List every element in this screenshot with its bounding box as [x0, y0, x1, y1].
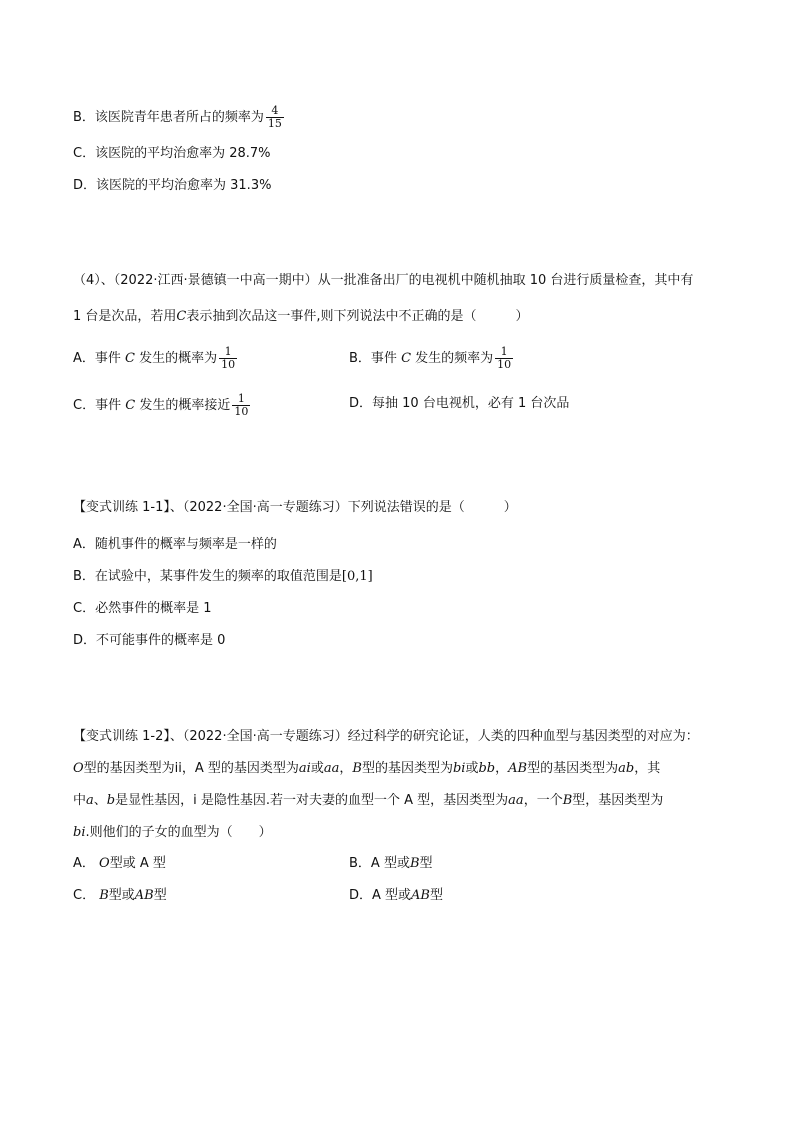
stem-text: 1 台是次品，若用	[73, 309, 177, 324]
var-ab: AB	[411, 888, 430, 903]
var-o: O	[73, 761, 84, 776]
v12-option-b	[349, 854, 433, 874]
stem-text: 或	[310, 761, 324, 776]
stem-text: 型的基因类型为	[361, 761, 453, 776]
v12-stem-line2	[73, 759, 660, 779]
var-b: B	[99, 888, 109, 903]
numerator: 1	[500, 345, 508, 358]
stem-text: ，	[495, 761, 509, 776]
fraction	[266, 105, 284, 130]
denominator: 10	[221, 358, 236, 371]
v11-option-a: A．随机事件的概率与频率是一样的	[73, 537, 277, 552]
stem-text: 表示抽到次品这一事件,则下列说法中不正确的是（ ）	[186, 309, 529, 324]
gene-aa: aa	[508, 793, 524, 808]
q4-option-a	[73, 346, 237, 371]
gene-aa: aa	[323, 761, 340, 776]
denominator: 10	[234, 405, 249, 418]
option-text: C．	[73, 888, 96, 903]
stem-text: 中	[73, 793, 87, 808]
option-text: 发生的概率为	[139, 351, 218, 366]
stem-text: 是显性基因，i 是隐性基因.若一对夫妻的血型一个 A 型，基因类型为	[115, 793, 509, 808]
option-c-prev: C．该医院的平均治愈率为 28.7%	[73, 146, 271, 161]
var-c: C	[125, 398, 136, 413]
var-b: B	[409, 856, 420, 871]
numerator: 1	[237, 392, 245, 405]
option-text: 型或	[108, 888, 135, 903]
stem-text: 、	[93, 793, 107, 808]
var-c: C	[401, 351, 412, 366]
fraction	[495, 346, 513, 371]
option-text: 型	[153, 888, 167, 903]
var-ab: AB	[134, 888, 154, 903]
option-text: B．A 型或	[349, 856, 410, 871]
stem-text: 或	[465, 761, 479, 776]
var-c: C	[125, 351, 135, 366]
option-text: A．	[73, 856, 95, 871]
stem-text: 型的基因类型为	[527, 761, 619, 776]
v12-option-c	[73, 886, 167, 906]
numerator: 1	[224, 345, 232, 358]
stem-text: 型的基因类型为ii，A 型的基因类型为	[83, 761, 299, 776]
q4-option-b	[349, 346, 513, 371]
interval: [0,1]	[341, 569, 373, 584]
v11-option-b	[73, 567, 373, 587]
fraction	[219, 346, 237, 371]
gene-bi: bi	[73, 825, 86, 840]
v12-stem-line1: 【变式训练 1-2】、（2022·全国·高一专题练习）经过科学的研究论证，人类的四种血型与基因类型的对应为：	[73, 729, 699, 744]
q4-option-d: D．每抽 10 台电视机，必有 1 台次品	[349, 396, 570, 411]
var-b: B	[352, 761, 362, 776]
option-text: D．A 型或	[349, 888, 412, 903]
v12-option-a	[73, 854, 166, 874]
denominator: 10	[497, 358, 512, 371]
var-b: B	[562, 793, 573, 808]
var-b: b	[106, 793, 116, 808]
gene-bi: bi	[452, 761, 466, 776]
v12-stem-line4	[73, 823, 272, 843]
gene-bb: bb	[478, 761, 496, 776]
option-text: 型	[430, 888, 444, 903]
v12-stem-line3	[73, 791, 663, 811]
v11-option-c: C．必然事件的概率是 1	[73, 601, 212, 616]
stem-text: ，其	[634, 761, 661, 776]
stem-text: .则他们的子女的血型为（ ）	[85, 825, 272, 840]
stem-text: ，	[339, 761, 353, 776]
option-text: 发生的频率为	[415, 351, 494, 366]
q4-option-c	[73, 393, 250, 418]
q4-stem-line2	[73, 307, 529, 327]
option-text: C．事件	[73, 398, 122, 413]
option-text: B．事件	[349, 351, 397, 366]
gene-ab: ab	[618, 761, 635, 776]
var-ab: AB	[508, 761, 528, 776]
var-o: O	[99, 856, 110, 871]
option-text: B．该医院青年患者所占的频率为	[73, 110, 264, 125]
option-text: B．在试验中，某事件发生的频率的取值范围是	[73, 569, 342, 584]
option-text: A．事件	[73, 351, 121, 366]
q4-stem-line1: （4）、（2022·江西·景德镇一中高一期中）从一批准备出厂的电视机中随机抽取 10 台进行质量检查，其中有	[73, 273, 694, 288]
stem-text: ，一个	[523, 793, 563, 808]
numerator: 4	[271, 104, 279, 117]
option-text: 发生的概率接近	[139, 398, 231, 413]
stem-text: 型，基因类型为	[572, 793, 664, 808]
option-d-prev: D．该医院的平均治愈率为 31.3%	[73, 178, 272, 193]
option-text: 型	[419, 856, 433, 871]
fraction	[232, 393, 250, 418]
v12-option-d	[349, 886, 443, 906]
option-text: 型或 A 型	[109, 856, 166, 871]
v11-stem: 【变式训练 1-1】、（2022·全国·高一专题练习）下列说法错误的是（ ）	[73, 500, 517, 515]
denominator: 15	[267, 117, 282, 130]
var-c: C	[176, 309, 187, 324]
gene-ai: ai	[298, 761, 311, 776]
var-a: a	[86, 793, 94, 808]
option-b-prev	[73, 105, 284, 130]
v11-option-d: D．不可能事件的概率是 0	[73, 633, 226, 648]
